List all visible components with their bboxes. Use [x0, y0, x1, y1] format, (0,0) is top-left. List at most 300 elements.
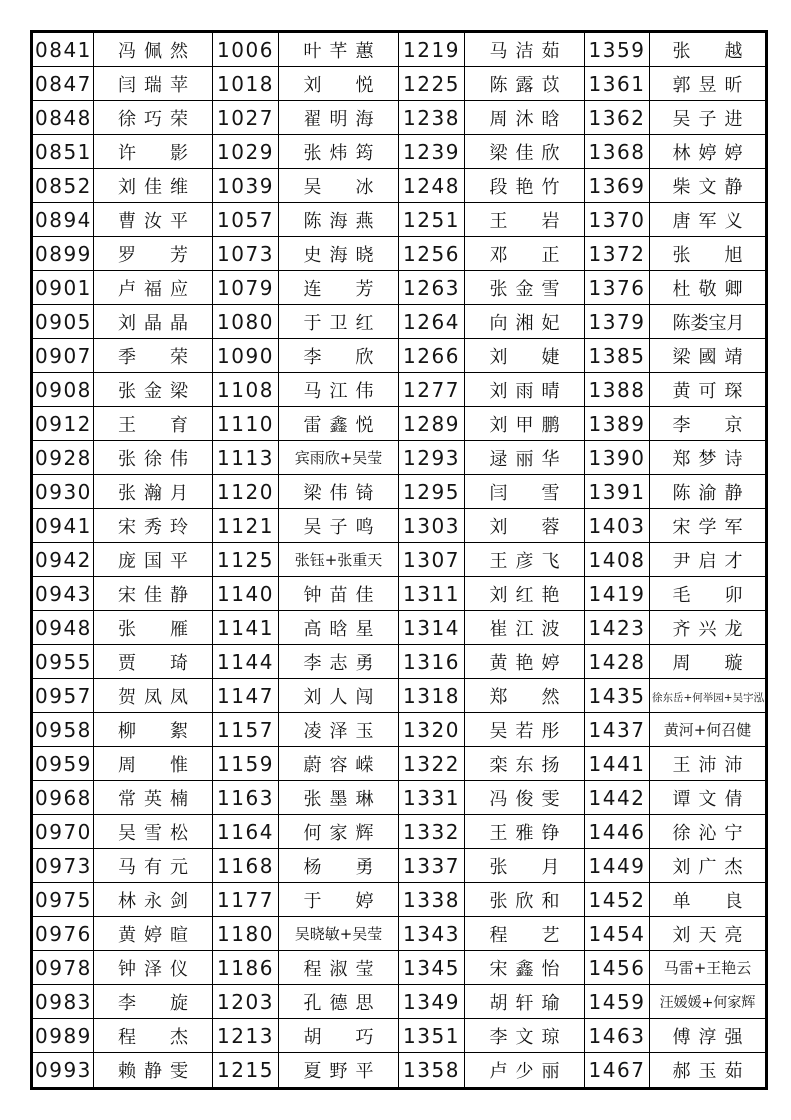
- entry-number-cell: 1454: [585, 917, 650, 951]
- entry-name-text: 张 炜 筠: [303, 142, 374, 164]
- entry-number-cell: 1303: [399, 509, 465, 543]
- entry-number-cell: 0851: [32, 135, 94, 169]
- entry-name-cell: [279, 475, 399, 509]
- entry-name-cell: [650, 169, 767, 203]
- entry-name-text: 黄河+何召健: [663, 721, 752, 740]
- entry-name-cell: [94, 509, 213, 543]
- entry-name-cell: [94, 1053, 213, 1089]
- entry-number-cell: 1362: [585, 101, 650, 135]
- entry-number-cell: 1389: [585, 407, 650, 441]
- table-row: [32, 815, 767, 849]
- entry-name-text: 马 有 元: [118, 856, 188, 878]
- entry-number-cell: 1186: [213, 951, 279, 985]
- entry-name-text: 曹 汝 平: [118, 210, 188, 232]
- entry-number-cell: 1225: [399, 67, 465, 101]
- entry-name-text: 刘 甲 鹏: [489, 414, 560, 436]
- table-row: [32, 543, 767, 577]
- entry-name-text: 翟 明 海: [303, 108, 374, 130]
- entry-number-cell: 0959: [32, 747, 94, 781]
- entry-name-text: 刘 蓉: [489, 516, 560, 538]
- entry-number-cell: 0948: [32, 611, 94, 645]
- entry-name-cell: [465, 815, 585, 849]
- entry-number-cell: 0928: [32, 441, 94, 475]
- entry-name-cell: [279, 849, 399, 883]
- entry-name-text: 梁 國 靖: [672, 346, 743, 368]
- entry-name-cell: [279, 611, 399, 645]
- entry-name-text: 张 金 梁: [118, 380, 188, 402]
- entry-name-text: 陈 露 苡: [489, 74, 560, 96]
- entry-number-cell: 0993: [32, 1053, 94, 1089]
- entry-name-text: 宋 佳 静: [118, 584, 188, 606]
- table-row: [32, 645, 767, 679]
- table-row: [32, 577, 767, 611]
- entry-number-cell: 1029: [213, 135, 279, 169]
- entry-number-cell: 1456: [585, 951, 650, 985]
- entry-name-text: 谭 文 倩: [672, 788, 743, 810]
- entry-number-cell: 1264: [399, 305, 465, 339]
- entry-name-cell: [279, 305, 399, 339]
- entry-number-cell: 1385: [585, 339, 650, 373]
- entry-number-cell: 1018: [213, 67, 279, 101]
- entry-number-cell: 1256: [399, 237, 465, 271]
- entry-name-cell: [650, 1053, 767, 1089]
- entry-number-cell: 1125: [213, 543, 279, 577]
- entry-name-text: 庞 国 平: [118, 550, 188, 572]
- entry-name-cell: [465, 1053, 585, 1089]
- entry-name-cell: [279, 101, 399, 135]
- entry-number-cell: 1322: [399, 747, 465, 781]
- entry-number-cell: 1318: [399, 679, 465, 713]
- entry-name-cell: [94, 985, 213, 1019]
- entry-name-text: 于 卫 红: [303, 312, 374, 334]
- entry-name-text: 郑 然: [489, 686, 560, 708]
- entry-name-cell: [94, 917, 213, 951]
- entry-name-cell: [650, 271, 767, 305]
- entry-name-cell: [94, 101, 213, 135]
- entry-name-text: 张 越: [672, 40, 743, 62]
- entry-number-cell: 1338: [399, 883, 465, 917]
- roster-table-body: [32, 32, 767, 1089]
- entry-number-cell: 1266: [399, 339, 465, 373]
- entry-name-cell: [650, 305, 767, 339]
- entry-number-cell: 1039: [213, 169, 279, 203]
- entry-name-cell: [279, 135, 399, 169]
- entry-number-cell: 1006: [213, 32, 279, 67]
- entry-number-cell: 1428: [585, 645, 650, 679]
- entry-number-cell: 1351: [399, 1019, 465, 1053]
- entry-name-cell: [465, 679, 585, 713]
- entry-number-cell: 0912: [32, 407, 94, 441]
- entry-number-cell: 0848: [32, 101, 94, 135]
- entry-name-cell: [650, 679, 767, 713]
- entry-name-text: 宾雨欣+吴莹: [294, 449, 383, 468]
- entry-name-cell: [279, 713, 399, 747]
- entry-name-text: 胡 巧: [303, 1026, 374, 1048]
- entry-name-text: 梁 佳 欣: [489, 142, 560, 164]
- entry-name-text: 程 艺: [489, 924, 560, 946]
- entry-name-cell: [650, 577, 767, 611]
- entry-name-cell: [279, 645, 399, 679]
- entry-number-cell: 1238: [399, 101, 465, 135]
- entry-name-cell: [94, 713, 213, 747]
- entry-number-cell: 0905: [32, 305, 94, 339]
- entry-name-text: 叶 芊 蕙: [303, 40, 374, 62]
- entry-number-cell: 1441: [585, 747, 650, 781]
- entry-name-cell: [279, 373, 399, 407]
- table-row: [32, 67, 767, 101]
- entry-number-cell: 1140: [213, 577, 279, 611]
- entry-name-cell: [279, 815, 399, 849]
- entry-number-cell: 1449: [585, 849, 650, 883]
- entry-number-cell: 1090: [213, 339, 279, 373]
- entry-name-text: 凌 泽 玉: [303, 720, 374, 742]
- entry-name-cell: [465, 543, 585, 577]
- entry-name-cell: [465, 509, 585, 543]
- entry-name-text: 宋 秀 玲: [118, 516, 188, 538]
- entry-name-cell: [465, 917, 585, 951]
- entry-name-text: 周 沐 晗: [489, 108, 560, 130]
- entry-name-text: 毛 卯: [672, 584, 743, 606]
- entry-name-text: 周 璇: [672, 652, 743, 674]
- entry-name-cell: [465, 849, 585, 883]
- entry-name-text: 刘 婕: [489, 346, 560, 368]
- entry-name-text: 张 墨 琳: [303, 788, 374, 810]
- entry-number-cell: 0930: [32, 475, 94, 509]
- entry-number-cell: 0847: [32, 67, 94, 101]
- entry-name-text: 刘 雨 晴: [489, 380, 560, 402]
- entry-number-cell: 1408: [585, 543, 650, 577]
- table-row: [32, 917, 767, 951]
- entry-number-cell: 1467: [585, 1053, 650, 1089]
- entry-name-text: 黄 婷 暄: [118, 924, 188, 946]
- entry-name-cell: [279, 509, 399, 543]
- entry-name-cell: [279, 985, 399, 1019]
- entry-name-cell: [650, 611, 767, 645]
- entry-name-text: 张 欣 和: [489, 890, 560, 912]
- entry-name-cell: [650, 849, 767, 883]
- table-row: [32, 169, 767, 203]
- entry-name-text: 黄 可 琛: [672, 380, 743, 402]
- entry-number-cell: 1446: [585, 815, 650, 849]
- entry-name-text: 刘 红 艳: [489, 584, 560, 606]
- entry-name-text: 齐 兴 龙: [672, 618, 743, 640]
- entry-name-cell: [465, 951, 585, 985]
- entry-number-cell: 1073: [213, 237, 279, 271]
- entry-number-cell: 0978: [32, 951, 94, 985]
- entry-name-cell: [465, 203, 585, 237]
- entry-name-text: 连 芳: [303, 278, 374, 300]
- entry-number-cell: 1080: [213, 305, 279, 339]
- entry-name-cell: [650, 951, 767, 985]
- entry-number-cell: 0901: [32, 271, 94, 305]
- entry-number-cell: 1215: [213, 1053, 279, 1089]
- entry-number-cell: 1177: [213, 883, 279, 917]
- entry-name-cell: [279, 1053, 399, 1089]
- entry-number-cell: 1239: [399, 135, 465, 169]
- table-row: [32, 373, 767, 407]
- entry-number-cell: 1263: [399, 271, 465, 305]
- entry-name-text: 刘 人 闯: [303, 686, 374, 708]
- entry-number-cell: 1057: [213, 203, 279, 237]
- entry-name-text: 尹 启 才: [672, 550, 743, 572]
- entry-number-cell: 1370: [585, 203, 650, 237]
- entry-name-cell: [94, 32, 213, 67]
- entry-name-text: 徐 沁 宁: [672, 822, 743, 844]
- table-row: [32, 441, 767, 475]
- entry-number-cell: 1345: [399, 951, 465, 985]
- entry-name-cell: [94, 815, 213, 849]
- entry-name-cell: [94, 237, 213, 271]
- table-row: [32, 101, 767, 135]
- entry-name-cell: [650, 441, 767, 475]
- entry-name-text: 向 湘 妃: [489, 312, 560, 334]
- entry-name-cell: [94, 169, 213, 203]
- entry-name-text: 徐东岳+何举园+吴宇泓: [652, 692, 765, 705]
- entry-name-cell: [650, 917, 767, 951]
- entry-name-text: 程 淑 莹: [303, 958, 374, 980]
- entry-number-cell: 1349: [399, 985, 465, 1019]
- entry-number-cell: 0973: [32, 849, 94, 883]
- entry-name-text: 胡 轩 瑜: [489, 992, 560, 1014]
- entry-name-text: 柳 絮: [118, 720, 188, 742]
- entry-name-text: 柴 文 静: [672, 176, 743, 198]
- entry-name-text: 钟 苗 佳: [303, 584, 374, 606]
- entry-name-cell: [94, 475, 213, 509]
- entry-name-cell: [650, 101, 767, 135]
- entry-number-cell: 1108: [213, 373, 279, 407]
- entry-name-cell: [465, 577, 585, 611]
- entry-number-cell: 1358: [399, 1053, 465, 1089]
- entry-name-text: 于 婷: [303, 890, 374, 912]
- entry-name-text: 陈 娄 宝 月: [672, 312, 745, 334]
- table-row: [32, 951, 767, 985]
- entry-name-text: 吴 子 鸣: [303, 516, 374, 538]
- entry-name-cell: [465, 985, 585, 1019]
- table-row: [32, 237, 767, 271]
- entry-name-cell: [94, 543, 213, 577]
- entry-number-cell: 0941: [32, 509, 94, 543]
- entry-number-cell: 0968: [32, 781, 94, 815]
- entry-name-cell: [279, 203, 399, 237]
- entry-name-cell: [279, 271, 399, 305]
- entry-number-cell: 1376: [585, 271, 650, 305]
- entry-name-cell: [465, 169, 585, 203]
- entry-name-text: 冯 俊 雯: [489, 788, 560, 810]
- entry-name-text: 邓 正: [489, 244, 560, 266]
- entry-number-cell: 1437: [585, 713, 650, 747]
- entry-name-cell: [94, 339, 213, 373]
- entry-number-cell: 0955: [32, 645, 94, 679]
- table-row: [32, 271, 767, 305]
- entry-number-cell: 1459: [585, 985, 650, 1019]
- table-row: [32, 407, 767, 441]
- entry-name-text: 闫 雪: [489, 482, 560, 504]
- entry-name-text: 陈 渝 静: [672, 482, 743, 504]
- entry-name-text: 栾 东 扬: [489, 754, 560, 776]
- entry-number-cell: 1141: [213, 611, 279, 645]
- entry-name-text: 吴 若 彤: [489, 720, 560, 742]
- entry-number-cell: 1359: [585, 32, 650, 67]
- entry-name-cell: [94, 407, 213, 441]
- entry-number-cell: 0958: [32, 713, 94, 747]
- entry-number-cell: 1163: [213, 781, 279, 815]
- entry-name-text: 马雷+王艳云: [663, 959, 752, 978]
- entry-name-text: 王 雅 铮: [489, 822, 560, 844]
- entry-number-cell: 1159: [213, 747, 279, 781]
- entry-name-text: 黄 艳 婷: [489, 652, 560, 674]
- entry-name-text: 贾 琦: [118, 652, 188, 674]
- entry-number-cell: 1423: [585, 611, 650, 645]
- entry-name-cell: [650, 815, 767, 849]
- entry-number-cell: 0976: [32, 917, 94, 951]
- entry-name-text: 张 金 雪: [489, 278, 560, 300]
- entry-number-cell: 1463: [585, 1019, 650, 1053]
- entry-name-text: 林 永 剑: [118, 890, 188, 912]
- entry-name-text: 刘 佳 维: [118, 176, 188, 198]
- entry-name-text: 段 艳 竹: [489, 176, 560, 198]
- entry-name-text: 崔 江 波: [489, 618, 560, 640]
- entry-name-cell: [279, 169, 399, 203]
- entry-name-text: 贺 凤 凤: [118, 686, 188, 708]
- entry-number-cell: 1369: [585, 169, 650, 203]
- entry-number-cell: 1311: [399, 577, 465, 611]
- entry-name-cell: [465, 1019, 585, 1053]
- entry-number-cell: 0841: [32, 32, 94, 67]
- entry-number-cell: 0970: [32, 815, 94, 849]
- entry-name-text: 高 晗 星: [303, 618, 374, 640]
- entry-number-cell: 1120: [213, 475, 279, 509]
- entry-number-cell: 1289: [399, 407, 465, 441]
- entry-name-cell: [94, 271, 213, 305]
- entry-name-text: 张钰+张重天: [294, 551, 383, 570]
- entry-number-cell: 1403: [585, 509, 650, 543]
- entry-number-cell: 1307: [399, 543, 465, 577]
- entry-name-text: 吴晓敏+吴莹: [294, 925, 383, 944]
- entry-name-cell: [465, 611, 585, 645]
- entry-name-text: 张 旭: [672, 244, 743, 266]
- entry-name-cell: [94, 849, 213, 883]
- entry-name-cell: [279, 407, 399, 441]
- entry-name-cell: [94, 883, 213, 917]
- entry-name-cell: [465, 475, 585, 509]
- entry-number-cell: 0957: [32, 679, 94, 713]
- entry-name-text: 钟 泽 仪: [118, 958, 188, 980]
- entry-name-cell: [650, 713, 767, 747]
- table-row: [32, 747, 767, 781]
- entry-number-cell: 1144: [213, 645, 279, 679]
- entry-name-text: 程 杰: [118, 1026, 188, 1048]
- entry-name-text: 雷 鑫 悦: [303, 414, 374, 436]
- entry-name-text: 李 文 琼: [489, 1026, 560, 1048]
- entry-name-text: 单 良: [672, 890, 743, 912]
- entry-number-cell: 1361: [585, 67, 650, 101]
- entry-name-cell: [650, 135, 767, 169]
- entry-number-cell: 1168: [213, 849, 279, 883]
- entry-name-cell: [650, 747, 767, 781]
- entry-name-cell: [650, 475, 767, 509]
- roster-table: [30, 30, 768, 1090]
- entry-name-cell: [650, 543, 767, 577]
- entry-number-cell: 1147: [213, 679, 279, 713]
- entry-number-cell: 1337: [399, 849, 465, 883]
- entry-name-text: 刘 广 杰: [672, 856, 743, 878]
- entry-name-cell: [465, 32, 585, 67]
- table-row: [32, 339, 767, 373]
- table-row: [32, 883, 767, 917]
- entry-number-cell: 1180: [213, 917, 279, 951]
- entry-name-cell: [465, 747, 585, 781]
- entry-name-cell: [650, 1019, 767, 1053]
- entry-name-text: 徐 巧 荣: [118, 108, 188, 130]
- entry-name-text: 杨 勇: [303, 856, 374, 878]
- entry-name-text: 周 惟: [118, 754, 188, 776]
- entry-number-cell: 1452: [585, 883, 650, 917]
- entry-number-cell: 1320: [399, 713, 465, 747]
- entry-name-text: 林 婷 婷: [672, 142, 743, 164]
- entry-name-text: 卢 少 丽: [489, 1061, 560, 1083]
- entry-number-cell: 1419: [585, 577, 650, 611]
- entry-name-text: 冯 佩 然: [118, 40, 188, 62]
- entry-number-cell: 1343: [399, 917, 465, 951]
- entry-name-text: 孔 德 思: [303, 992, 374, 1014]
- entry-name-cell: [94, 67, 213, 101]
- table-row: [32, 611, 767, 645]
- entry-number-cell: 1113: [213, 441, 279, 475]
- entry-name-cell: [465, 101, 585, 135]
- entry-number-cell: 1027: [213, 101, 279, 135]
- entry-name-cell: [650, 509, 767, 543]
- table-row: [32, 475, 767, 509]
- table-row: [32, 305, 767, 339]
- entry-name-text: 唐 军 义: [672, 210, 743, 232]
- entry-name-cell: [650, 373, 767, 407]
- entry-name-text: 陈 海 燕: [303, 210, 374, 232]
- entry-name-cell: [650, 645, 767, 679]
- entry-name-text: 傅 淳 强: [672, 1026, 743, 1048]
- entry-name-cell: [279, 237, 399, 271]
- entry-number-cell: 1219: [399, 32, 465, 67]
- entry-name-cell: [94, 951, 213, 985]
- entry-number-cell: 0852: [32, 169, 94, 203]
- entry-name-text: 张 徐 伟: [118, 448, 188, 470]
- entry-name-cell: [465, 713, 585, 747]
- entry-name-text: 梁 伟 锜: [303, 482, 374, 504]
- entry-name-text: 李 京: [672, 414, 743, 436]
- entry-number-cell: 1295: [399, 475, 465, 509]
- entry-name-text: 王 岩: [489, 210, 560, 232]
- entry-number-cell: 1157: [213, 713, 279, 747]
- entry-name-text: 郝 玉 茹: [672, 1061, 743, 1083]
- entry-name-cell: [465, 339, 585, 373]
- entry-number-cell: 1251: [399, 203, 465, 237]
- table-row: [32, 849, 767, 883]
- entry-name-text: 季 荣: [118, 346, 188, 368]
- entry-name-cell: [94, 679, 213, 713]
- entry-name-text: 卢 福 应: [118, 278, 188, 300]
- entry-name-cell: [279, 1019, 399, 1053]
- entry-name-cell: [94, 645, 213, 679]
- table-row: [32, 679, 767, 713]
- entry-number-cell: 0899: [32, 237, 94, 271]
- entry-name-cell: [279, 951, 399, 985]
- entry-number-cell: 1164: [213, 815, 279, 849]
- table-row: [32, 203, 767, 237]
- entry-number-cell: 1368: [585, 135, 650, 169]
- entry-name-text: 刘 天 亮: [672, 924, 743, 946]
- table-row: [32, 135, 767, 169]
- entry-number-cell: 0907: [32, 339, 94, 373]
- entry-name-cell: [650, 339, 767, 373]
